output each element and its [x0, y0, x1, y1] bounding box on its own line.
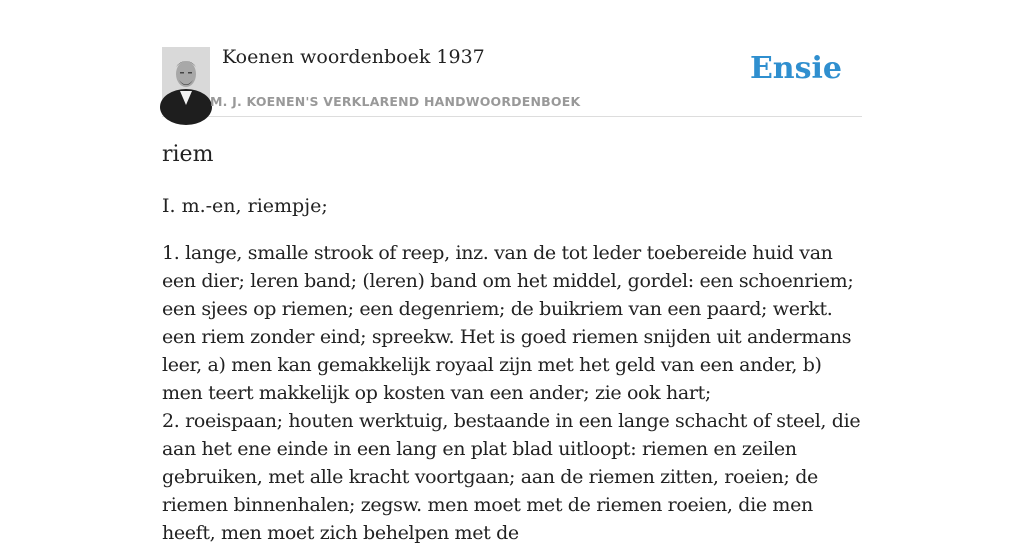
- dictionary-header: [162, 46, 862, 117]
- dictionary-entry: [162, 140, 862, 547]
- entry-definitions: [162, 239, 862, 547]
- ensie-logo-link[interactable]: Ensie: [749, 51, 842, 86]
- author-portrait[interactable]: [162, 47, 210, 115]
- definition-1: 1. lange, smalle strook of reep, inz. van de tot leder toebereide huid van een dier; leren band; (leren) band om het middel, gordel: een schoenriem; een sjees op riemen; een degenriem; de buikriem van een paard; werkt. een riem zonder eind; spreekw. Het is goed riemen snijden uit andermans leer, a) men kan gemakkelijk royaal zijn met het geld van een ander, b) men teert makkelijk op kosten van een ander; zie ook hart;: [162, 242, 854, 404]
- book-subtitle: M. J. KOENEN'S VERKLAREND HANDWOORDENBOEK: [210, 94, 581, 109]
- portrait-icon: [162, 47, 210, 115]
- definition-2: 2. roeispaan; houten werktuig, bestaande in een lange schacht of steel, die aan het ene einde in een lang en plat blad uitloopt: riemen en zeilen gebruiken, met alle kracht voortgaan; aan de riemen zitten, roeien; de riemen binnenhalen; zegsw. men moet met de riemen roeien, die men heeft, men moet zich behelpen met de: [162, 410, 861, 544]
- entry-headword: riem: [162, 142, 214, 167]
- book-title[interactable]: Koenen woordenboek 1937: [222, 46, 485, 68]
- entry-grammar: I. m.-en, riempje;: [162, 195, 328, 217]
